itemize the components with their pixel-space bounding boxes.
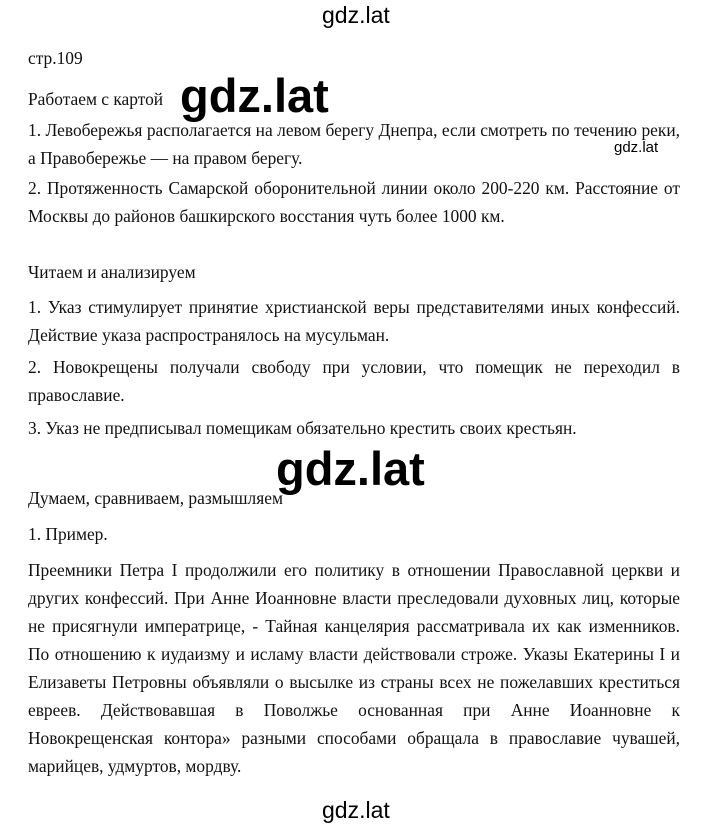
- read-item-2: 2. Новокрещены получали свободу при условии, что помещик не переходил в православие.: [28, 357, 680, 405]
- watermark-top: gdz.lat: [322, 2, 390, 28]
- watermark-small: gdz.lat: [614, 139, 659, 156]
- heading-read: Читаем и анализируем: [28, 262, 196, 282]
- watermark-large-1: gdz.lat: [180, 69, 329, 122]
- watermark-bottom: gdz.lat: [322, 797, 390, 823]
- map-item-1: 1. Левобережья располагается на левом берегу Днепра, если смотреть по течению реки, а Правобережье — на правом берегу.: [28, 120, 680, 168]
- read-item-1: 1. Указ стимулирует принятие христианской веры представителями иных конфессий. Действие указа распространялось на мусульман.: [28, 297, 680, 345]
- read-item-3: 3. Указ не предписывал помещикам обязательно крестить своих крестьян.: [28, 418, 577, 438]
- heading-map: Работаем с картой: [28, 89, 164, 109]
- example-label: 1. Пример.: [28, 524, 108, 544]
- page-label: стр.109: [28, 48, 83, 68]
- watermark-large-2: gdz.lat: [276, 442, 425, 495]
- map-item-2: 2. Протяженность Самарской оборонительной линии около 200-220 км. Расстояние от Москвы до районов башкирского восстания чуть более 1000 км.: [28, 178, 680, 226]
- heading-think: Думаем, сравниваем, размышляем: [28, 488, 283, 508]
- example-paragraph: Преемники Петра I продолжили его политику в отношении Православной церкви и других конфессий. При Анне Иоанновне власти преследовали духовных лиц, которые не присягнули императрице, - Тайная канцелярия рассматривала их как изменников. По отношению к иудаизму и исламу власти действовали строже. Указы Екатерины I и Елизаветы Петровны объявляли о высылке из страны всех не пожелавших креститься евреев. Действовавшая в Поволжье основанная при Анне Иоанновне к Новокрещенская контора» разными способами обращала в православие чувашей, марийцев, удмуртов, мордву.: [28, 560, 680, 776]
